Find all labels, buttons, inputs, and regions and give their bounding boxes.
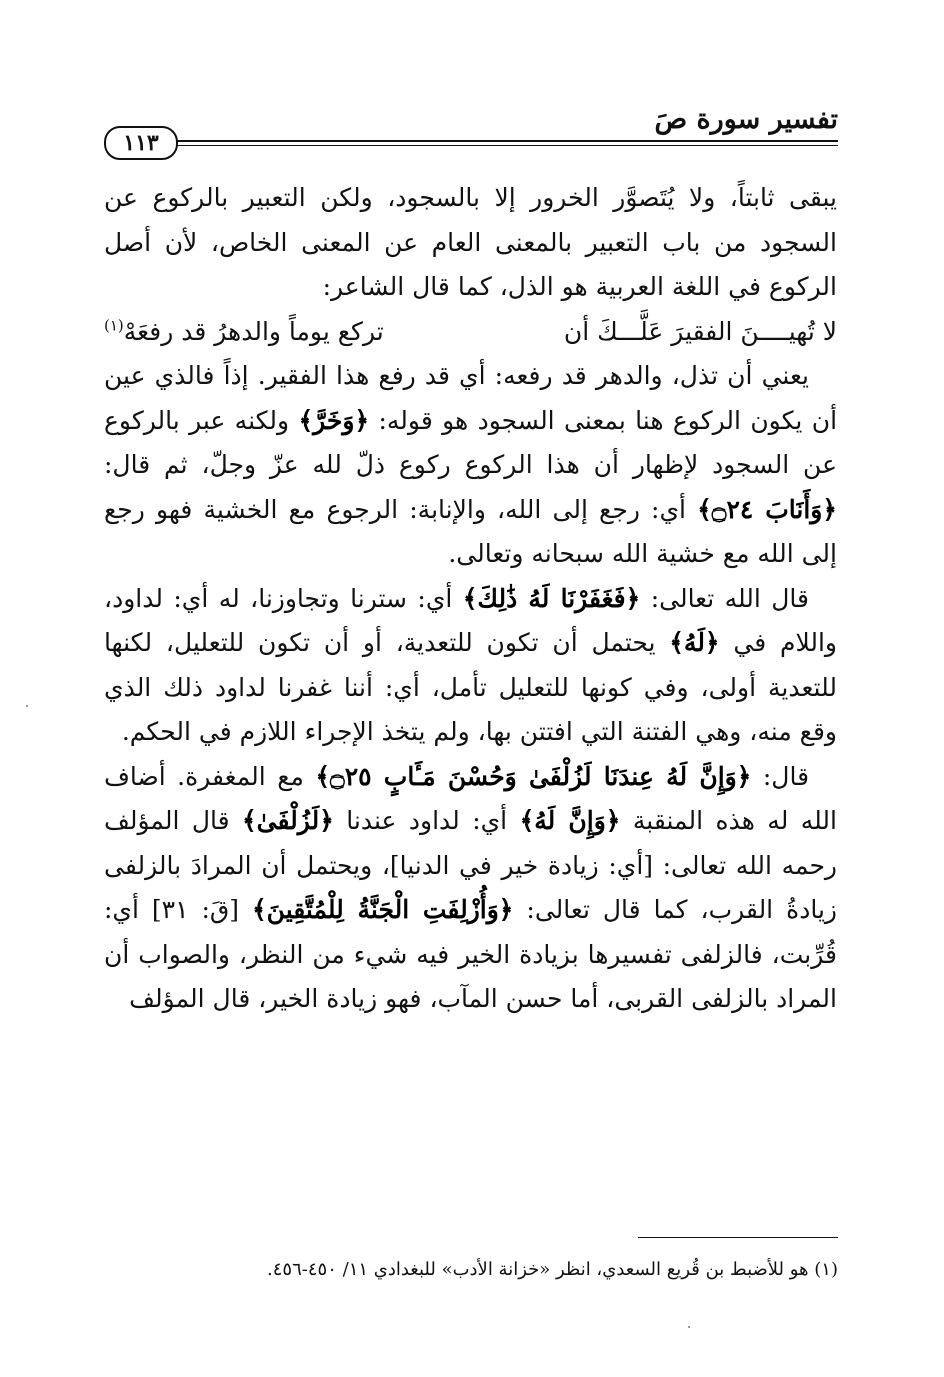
p3-text-1: قال الله تعالى: <box>650 583 809 613</box>
p4-text-1: قال: <box>762 761 810 791</box>
quran-quote: ﴿وَأَنَابَ ۝٢٤﴾ <box>697 494 837 524</box>
p4-text-2: مع المغفرة. أضاف الله له هذه المنقبة <box>104 761 837 835</box>
p3-text-3: يحتمل أن تكون للتعدية، أو أن تكون للتعليل، لكنها للتعدية أولى، وفي كونها للتعليل تأمل، أي: أننا غفرنا لداود ذلك الذي وقع منه، وهي الفتنة التي افتتن بها، ولم يتخذ الإجراء اللازم في الحكم. <box>104 628 837 746</box>
quran-quote: ﴿وَإِنَّ لَهُ عِندَنَا لَزُلْفَىٰ وَحُسْنَ مَـَٔابٍ ۝٢٥﴾ <box>315 761 752 791</box>
p2-text-3: أي: رجع إلى الله، والإنابة: الرجوع مع الخشية فهو رجع إلى الله مع خشية الله سبحانه وتعالى. <box>104 494 837 568</box>
p4-text-3: أي: لداود عندنا <box>346 806 508 835</box>
p4-text-5: [قَ: ٣١] أي: قُرِّبت، فالزلفى تفسيرها بزيادة الخير فيه شيء من النظر، والصواب أن المراد بالزلفى القربى، أما حسن المآب، فهو زيادة الخير، قال المؤلف <box>104 895 837 1013</box>
verse-second-hemistich <box>104 310 384 355</box>
footnote-rule <box>638 1237 838 1238</box>
verse-first-text: لا تُهيــــنَ الفقيرَ عَلَّـــكَ أن <box>563 316 837 346</box>
footnote-marker: (١) <box>104 316 124 335</box>
verse-second-text: تركع يوماً والدهرُ قد رفعَهْ <box>123 316 384 346</box>
p3-text-2: أي: سترنا وتجاوزنا، له أي: لداود، واللام في <box>104 583 837 657</box>
scan-speck <box>688 1326 690 1328</box>
poetry-verse <box>104 310 837 355</box>
body-text <box>104 176 837 1022</box>
paragraph-4 <box>104 755 837 1022</box>
footnote: (١) هو للأضبط بن قُريع السعدي، انظر «خزانة الأدب» للبغدادي ١١/ ٤٥٠-٤٥٦. <box>267 1259 838 1280</box>
p4-text-4: قال المؤلف رحمه الله تعالى: [أي: زيادة خير في الدنيا]، ويحتمل أن المرادَ بالزلفى زيادةُ القرب، كما قال تعالى: <box>104 806 837 924</box>
page-number-badge: ١١٣ <box>104 126 178 160</box>
verse-first-hemistich <box>564 310 837 355</box>
paragraph-3 <box>104 577 837 755</box>
quran-quote: ﴿وَأُزْلِفَتِ الْجَنَّةُ لِلْمُتَّقِينَ﴾ <box>252 895 514 924</box>
running-title: تفسير سورة صَ <box>654 104 838 135</box>
quran-quote: ﴿وَخَرَّ﴾ <box>298 405 370 435</box>
paragraph-2 <box>104 354 837 577</box>
p2-text-1: يعني أن تذل، والدهر قد رفعه: أي قد رفع هذا الفقير. إذاً فالذي عين أن يكون الركوع هنا بمعنى السجود هو قوله: <box>104 361 838 435</box>
quran-quote: ﴿لَزُلْفَىٰ﴾ <box>242 806 334 835</box>
quran-quote: ﴿لَهُ﴾ <box>669 628 720 657</box>
paragraph-1: يبقى ثابتاً، ولا يُتَصوَّر الخرور إلا بالسجود، ولكن التعبير بالركوع عن السجود من باب التعبير بالمعنى العام عن المعنى الخاص، لأن أصل الركوع في اللغة العربية هو الذل، كما قال الشاعر: <box>104 183 837 301</box>
p2-text-2: ولكنه عبر بالركوع عن السجود لإظهار أن هذا الركوع ركوع ذلّ لله عزّ وجلّ، ثم قال: <box>104 405 837 479</box>
header-rule <box>172 140 838 146</box>
quran-quote: ﴿فَغَفَرْنَا لَهُ ذَٰلِكَ﴾ <box>462 583 641 613</box>
scan-speck <box>26 705 28 707</box>
quran-quote: ﴿وَإِنَّ لَهُ﴾ <box>519 806 621 835</box>
